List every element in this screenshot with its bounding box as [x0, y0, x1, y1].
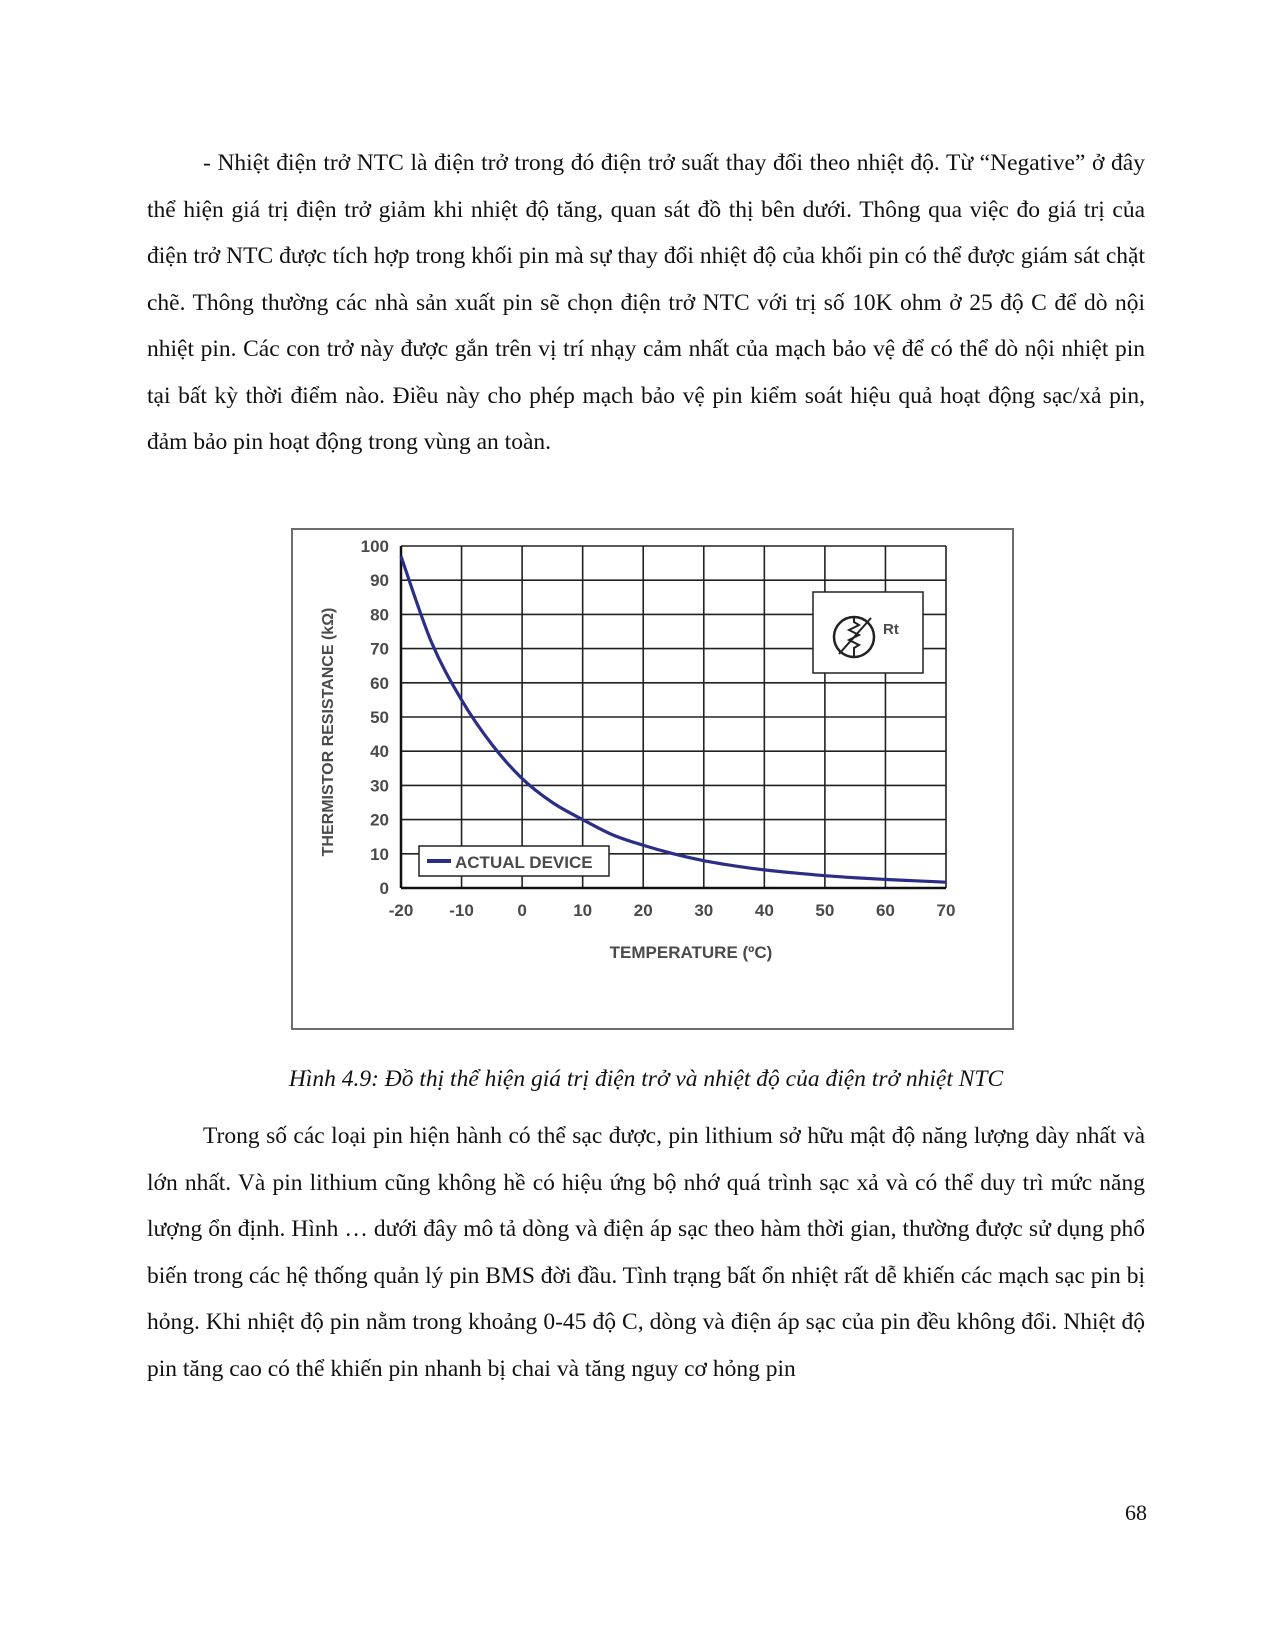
x-tick-label: -20: [388, 901, 414, 920]
inset-box: [813, 592, 923, 673]
x-tick-label: 60: [875, 901, 895, 920]
paragraph-lithium-battery: Trong số các loại pin hiện hành có thể sạc được, pin lithium sở hữu mật độ năng lượng dày nhất và lớn nhất. Và pin lithium cũng không hề có hiệu ứng bộ nhớ quá trình sạc xả và có thể duy trì mức năng lượng ổn định. Hình … dưới đây mô tả dòng và điện áp sạc theo hàm thời gian, thường được sử dụng phổ biến trong các hệ thống quản lý pin BMS đời đầu. Tình trạng bất ổn nhiệt rất dễ khiến các mạch sạc pin bị hỏng. Khi nhiệt độ pin nằm trong khoảng 0-45 độ C, dòng và điện áp sạc của pin đều không đổi. Nhiệt độ pin tăng cao có thể khiến pin nhanh bị chai và tăng nguy cơ hỏng pin: [147, 1123, 1145, 1382]
y-tick-label: 70: [370, 639, 389, 659]
inset-symbol-label: Rt: [883, 621, 899, 638]
y-tick-label: 90: [370, 571, 389, 591]
y-tick-label: 40: [370, 742, 389, 762]
x-tick-label: 70: [936, 901, 956, 920]
thermistor-symbol-inset: [813, 592, 923, 673]
figure-caption: Hình 4.9: Đồ thị thể hiện giá trị điện trở và nhiệt độ của điện trở nhiệt NTC: [288, 1066, 1004, 1092]
y-axis-label: THERMISTOR RESISTANCE (kΩ): [320, 607, 337, 857]
x-tick-label: -10: [449, 901, 474, 920]
x-tick-label: 30: [694, 901, 714, 920]
paragraph-ntc-description: - Nhiệt điện trở NTC là điện trở trong đó điện trở suất thay đổi theo nhiệt độ. Từ “Negative” ở đây thể hiện giá trị điện trở giảm khi nhiệt độ tăng, quan sát đồ thị bên dưới. Thông qua việc đo giá trị của điện trở NTC được tích hợp trong khối pin mà sự thay đổi nhiệt độ của khối pin có thể được giám sát chặt chẽ. Thông thường các nhà sản xuất pin sẽ chọn điện trở NTC với trị số 10K ohm ở 25 độ C để dò nội nhiệt pin. Các con trở này được gắn trên vị trí nhạy cảm nhất của mạch bảo vệ để có thể dò nội nhiệt pin tại bất kỳ thời điểm nào. Điều này cho phép mạch bảo vệ pin kiểm soát hiệu quả hoạt động sạc/xả pin, đảm bảo pin hoạt động trong vùng an toàn.: [147, 150, 1145, 455]
x-tick-label: 20: [633, 901, 653, 920]
y-tick-label: 30: [370, 776, 389, 796]
page-number: 68: [1125, 1500, 1147, 1525]
chart-legend: [419, 846, 609, 876]
x-tick-label: 50: [815, 901, 835, 920]
x-tick-label: 0: [517, 901, 527, 920]
y-tick-label: 0: [379, 879, 389, 898]
y-tick-label: 80: [370, 605, 389, 625]
x-axis-label: TEMPERATURE (ºC): [609, 943, 773, 962]
legend-entry-actual-device: ACTUAL DEVICE: [455, 853, 593, 872]
y-tick-label: 60: [370, 673, 389, 693]
figure-ntc-chart: [291, 528, 1014, 1030]
ntc-resistance-chart: [293, 530, 1012, 1028]
y-tick-label: 50: [370, 708, 389, 727]
x-tick-label: 10: [573, 901, 593, 920]
y-tick-label: 10: [370, 844, 389, 864]
x-tick-label: 40: [754, 901, 774, 920]
y-tick-label: 100: [360, 537, 389, 556]
y-tick-label: 20: [370, 810, 389, 830]
